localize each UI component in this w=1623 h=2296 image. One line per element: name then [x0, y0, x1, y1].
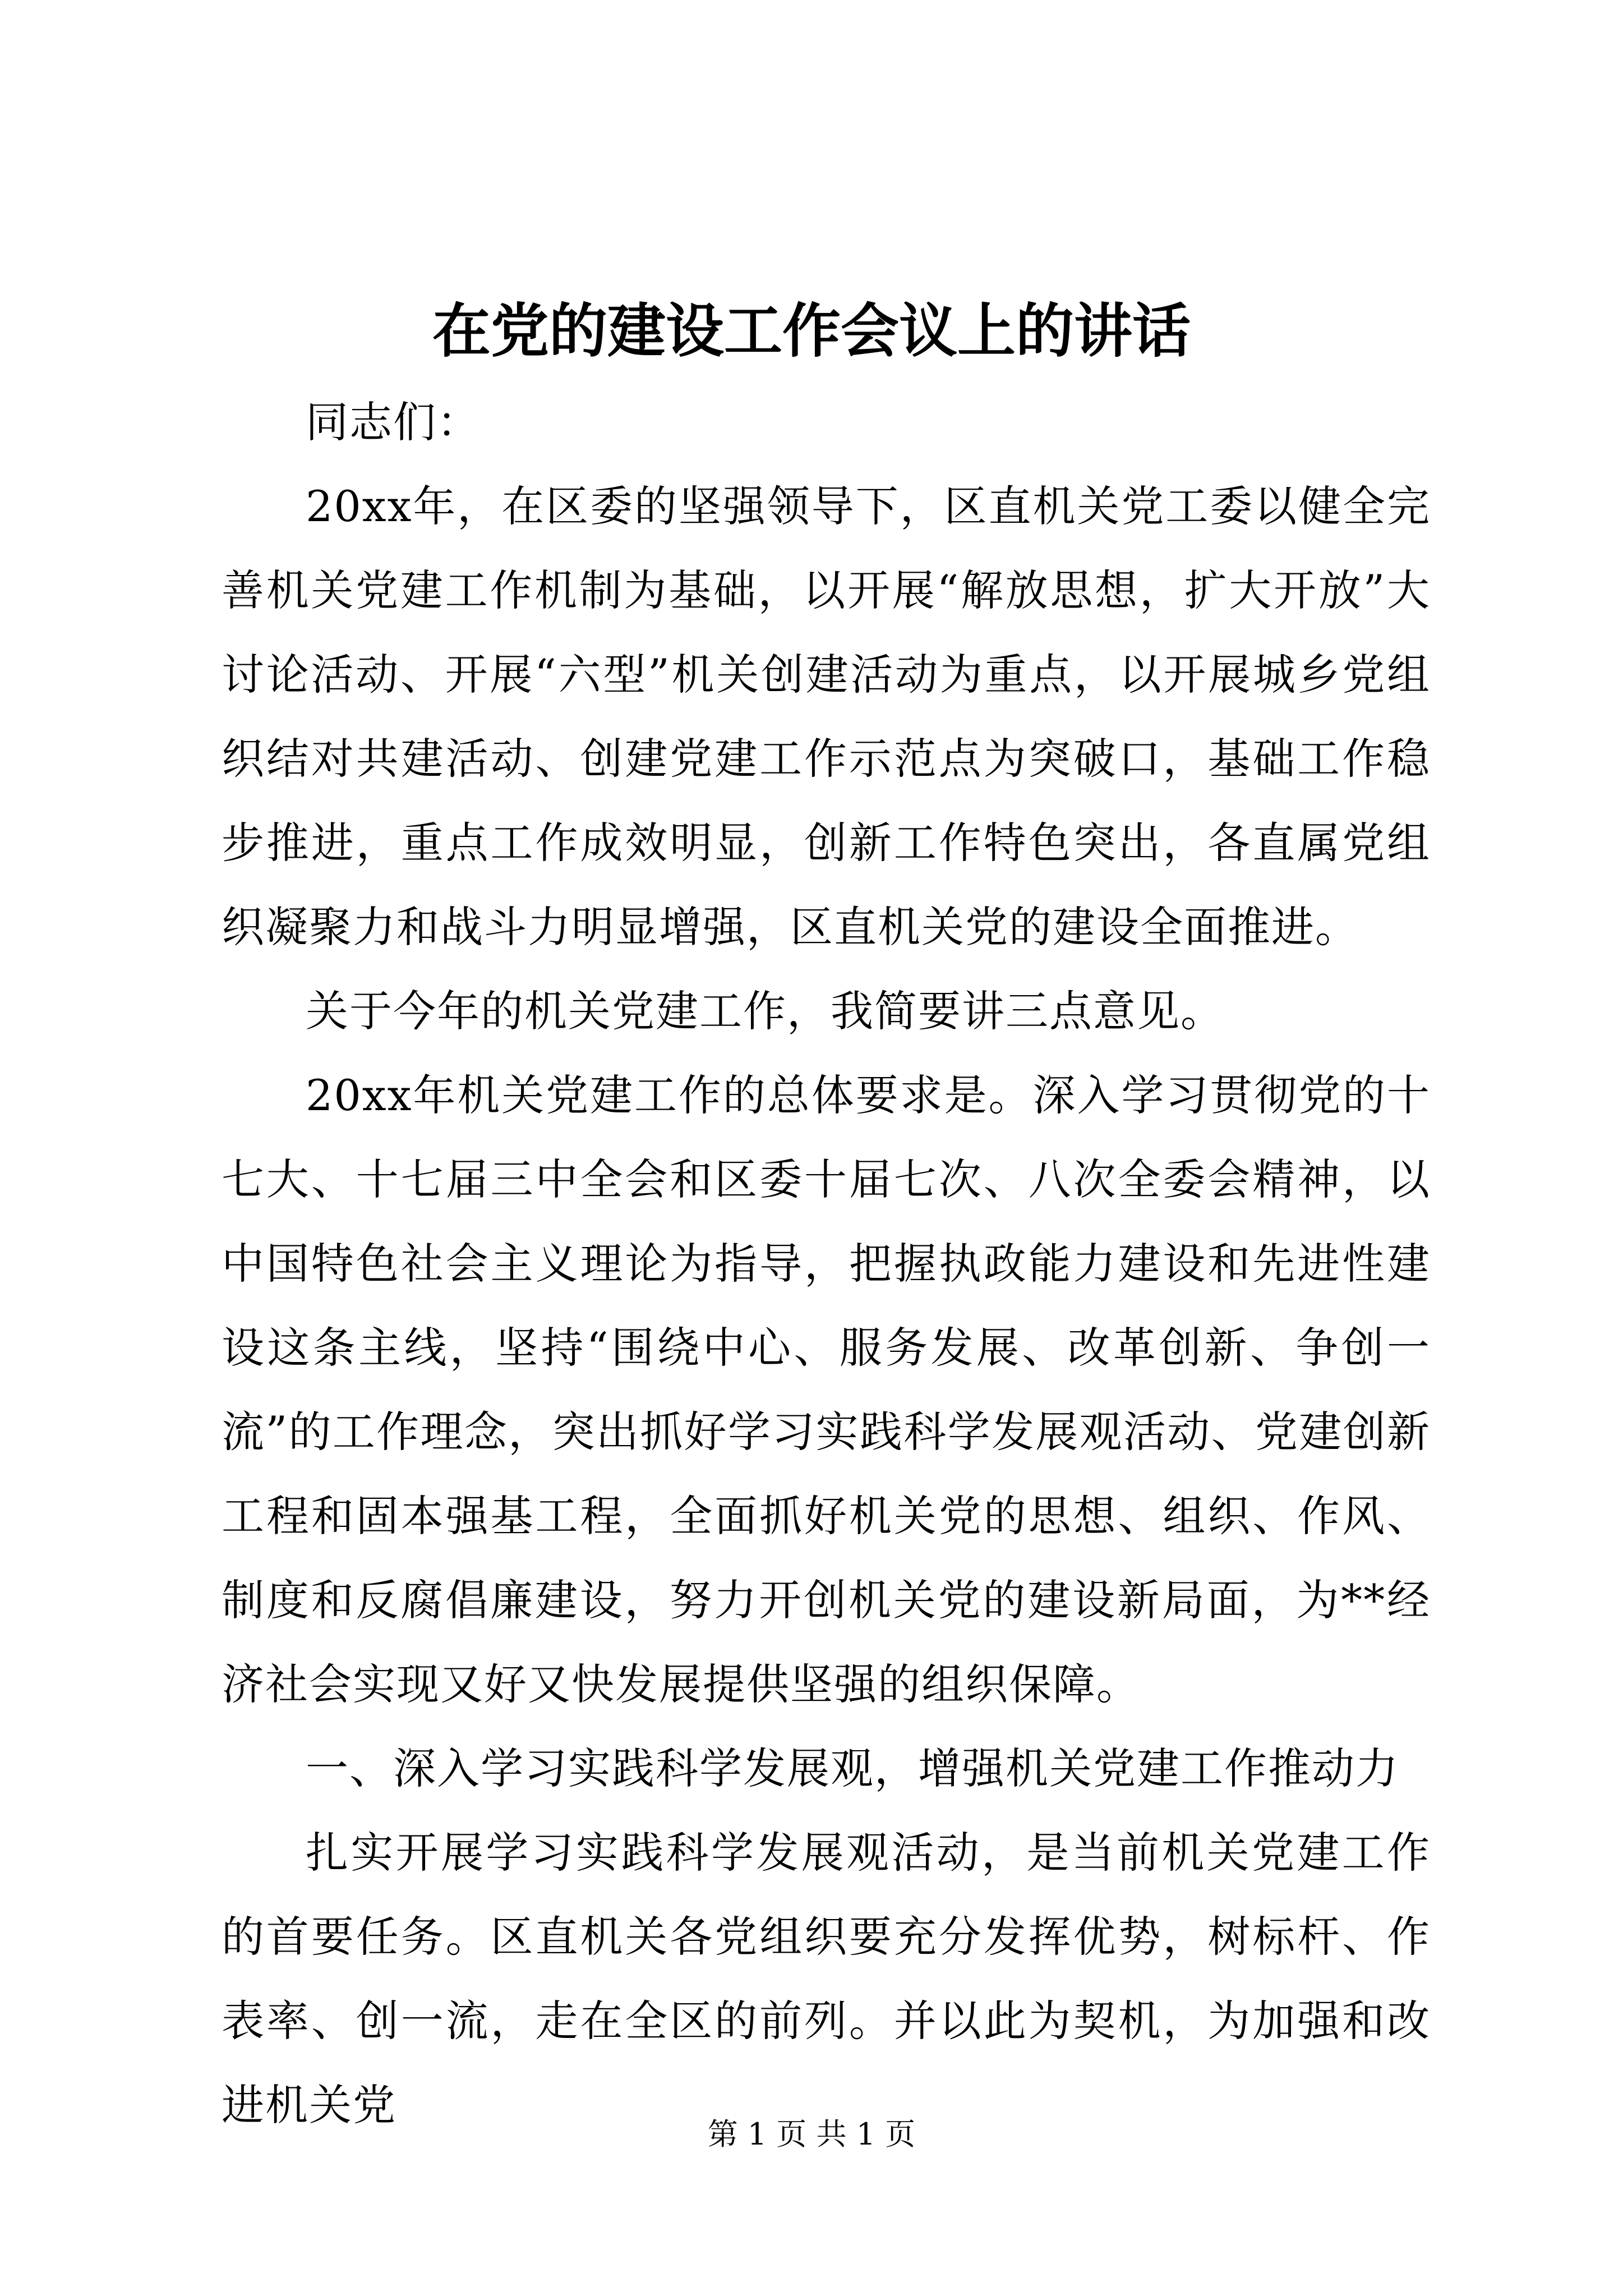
section-heading: 一、深入学习实践科学发展观，增强机关党建工作推动力 [306, 1743, 1399, 1793]
document-title: 在党的建设工作会议上的讲话 [432, 296, 1191, 365]
page-footer: 第 1 页 共 1 页 [707, 2116, 916, 2152]
salutation: 同志们： [306, 397, 481, 447]
body-paragraph: 20xx年机关党建工作的总体要求是。深入学习贯彻党的十七大、十七届三中全会和区委十届七次、八次全委会精神，以中国特色社会主义理论为指导，把握执政能力建设和先进性建设这条主线，坚持“围绕中心、服务发展、改革创新、争创一流”的工作理念，突出抓好学习实践科学发展观活动、党建创新工程和固本强基工程，全面抓好机关党的思想、组织、作风、制度和反腐倡廉建设，努力开创机关党的建设新局面，为**经济社会实现又好又快发展提供坚强的组织保障。 [222, 1070, 1431, 1709]
document-body [222, 380, 1431, 2147]
body-paragraph: 关于今年的机关党建工作，我简要讲三点意见。 [306, 986, 1224, 1036]
body-paragraph: 20xx年，在区委的坚强领导下，区直机关党工委以健全完善机关党建工作机制为基础，以开展“解放思想，扩大开放”大讨论活动、开展“六型”机关创建活动为重点，以开展城乡党组织结对共建活动、创建党建工作示范点为突破口，基础工作稳步推进，重点工作成效明显，创新工作特色突出，各直属党组织凝聚力和战斗力明显增强，区直机关党的建设全面推进。 [222, 481, 1431, 952]
body-paragraph: 扎实开展学习实践科学发展观活动，是当前机关党建工作的首要任务。区直机关各党组织要充分发挥优势，树标杆、作表率、创一流，走在全区的前列。并以此为契机，为加强和改进机关党 [222, 1828, 1431, 2130]
